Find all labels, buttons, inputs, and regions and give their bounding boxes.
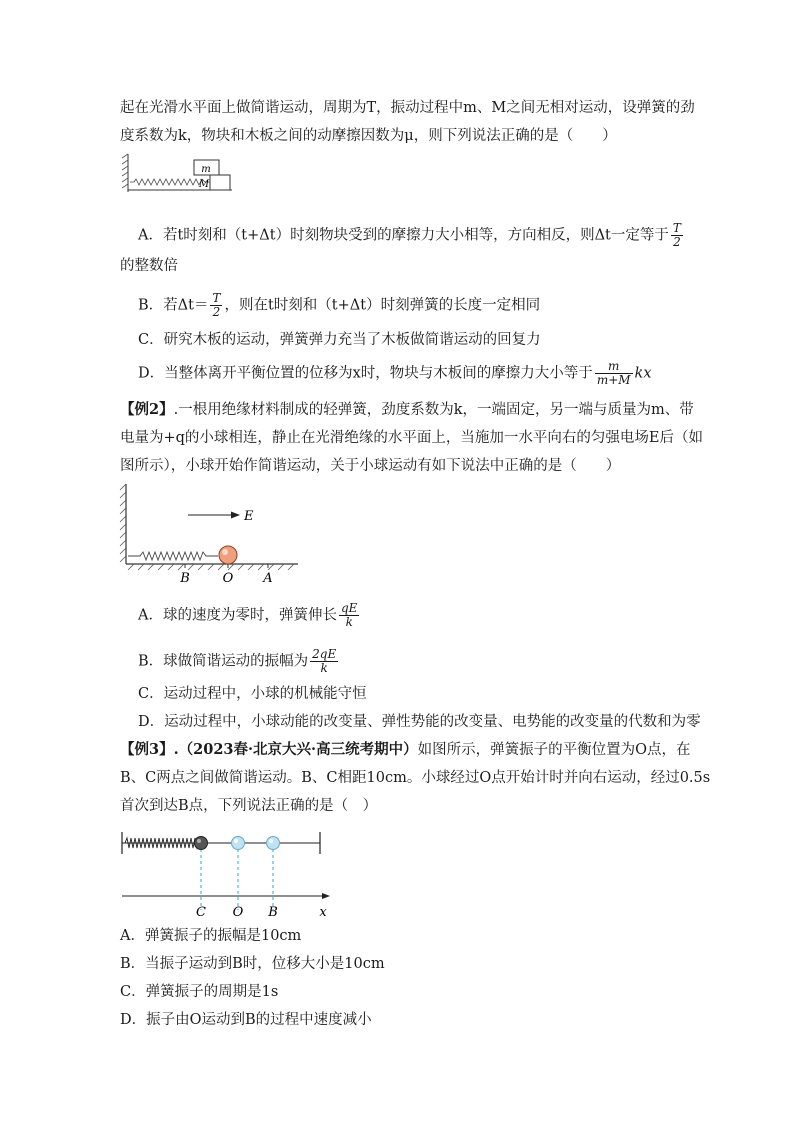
q3-oscillator-ball-c xyxy=(195,837,208,850)
q2-stem-line2: 电量为+q的小球相连，静止在光滑绝缘的水平面上，当施加一水平向右的匀强电场E后（如 xyxy=(120,430,704,446)
q3-fig-label-O: O xyxy=(232,905,244,920)
q1-figure-block-spring xyxy=(120,152,240,194)
q1-stem-line1: 起在光滑水平面上做简谐运动，周期为T，振动过程中m、M之间无相对运动，设弹簧的劲 xyxy=(120,100,695,116)
q3-figure-oscillator xyxy=(118,828,340,920)
q2-option-c: C．运动过程中，小球的机械能守恒 xyxy=(138,686,367,702)
q1-option-a-fraction: $\frac{T}{2}$ xyxy=(672,221,681,249)
q1-option-d-fraction: $\frac{m}{m+M}$ xyxy=(596,359,631,387)
q1-stem-line2: 度系数为k，物块和木板之间的动摩擦因数为μ，则下列说法正确的是（ ） xyxy=(120,128,617,144)
q2-option-d: D．运动过程中，小球动能的改变量、弹性势能的改变量、电势能的改变量的代数和为零 xyxy=(138,714,701,730)
q3-option-c: C．弹簧振子的周期是1s xyxy=(120,984,279,1000)
q2-option-a-fraction: $\frac{qE}{k}$ xyxy=(340,601,358,629)
q3-source: .（2023春·北京大兴·高三统考期中） xyxy=(173,741,418,758)
q2-stem-line1: 【例2】.一根用绝缘材料制成的轻弹簧，劲度系数为k，一端固定，另一端与质量为m、带 xyxy=(120,401,694,418)
q1-option-b-fraction: $\frac{T}{2}$ xyxy=(212,291,221,319)
q1-option-d: D．当整体离开平衡位置的位移为x时，物块与木板间的摩擦力大小等于 $\frac{m}{m+M}$ kx xyxy=(138,359,652,387)
q1-option-a xyxy=(138,222,685,249)
q3-fig-label-C: C xyxy=(196,905,206,920)
q2-fig-label-A: A xyxy=(263,571,273,586)
q1-option-b: B．若Δt＝ $\frac{T}{2}$ ，则在t时刻和（t+Δt）时刻弹簧的长度一定相同 xyxy=(138,291,541,319)
q3-fig-label-x: x xyxy=(319,905,327,920)
q1-fig-label-m: m xyxy=(201,164,211,175)
q1-option-a-cont: 的整数倍 xyxy=(120,258,178,274)
q3-fig-label-B: B xyxy=(268,905,278,920)
q1-option-c: C．研究木板的运动，弹簧弹力充当了木板做简谐运动的回复力 xyxy=(138,332,541,348)
q3-option-b: B．当振子运动到B时，位移大小是10cm xyxy=(120,956,385,972)
q3-option-d: D．振子由O运动到B的过程中速度减小 xyxy=(120,1012,372,1028)
q2-option-b: B．球做简谐运动的振幅为 $\frac{2qE}{k}$ xyxy=(138,647,337,675)
q3-option-a: A．弹簧振子的振幅是10cm xyxy=(120,928,302,944)
q3-oscillator-ball-o xyxy=(232,837,245,850)
q2-tag: 【例2】 xyxy=(120,401,174,418)
q2-fig-label-E: E xyxy=(244,509,254,524)
q2-charged-ball xyxy=(219,546,237,564)
q2-option-b-fraction: $\frac{2qE}{k}$ xyxy=(312,647,337,675)
q1-fig-label-M: M xyxy=(198,179,210,190)
q3-tag: 【例3】 xyxy=(120,741,174,758)
q3-stem-line2: B、C两点之间做简谐运动。B、C相距10cm。小球经过O点开始计时并向右运动，经过0.5s xyxy=(120,770,711,786)
q1-option-a-text: A．若t时刻和（t+Δt）时刻物块受到的摩擦力大小相等，方向相反，则Δt一定等于 xyxy=(138,227,669,244)
q2-fig-label-O: O xyxy=(222,571,234,586)
q3-stem-line3: 首次到达B点，下列说法正确的是（ ） xyxy=(120,798,378,814)
q2-option-a: A．球的速度为零时，弹簧伸长 $\frac{qE}{k}$ xyxy=(138,601,358,629)
q3-stem-line1: 【例3】.（2023春·北京大兴·高三统考期中）如图所示，弹簧振子的平衡位置为O点，在 xyxy=(120,741,691,758)
q2-stem-line3: 图所示），小球开始作简谐运动，关于小球运动有如下说法中正确的是（ ） xyxy=(120,458,621,474)
q3-oscillator-ball-b xyxy=(267,837,280,850)
q2-fig-label-B: B xyxy=(180,571,190,586)
q2-figure-electric-field-spring xyxy=(118,480,308,586)
